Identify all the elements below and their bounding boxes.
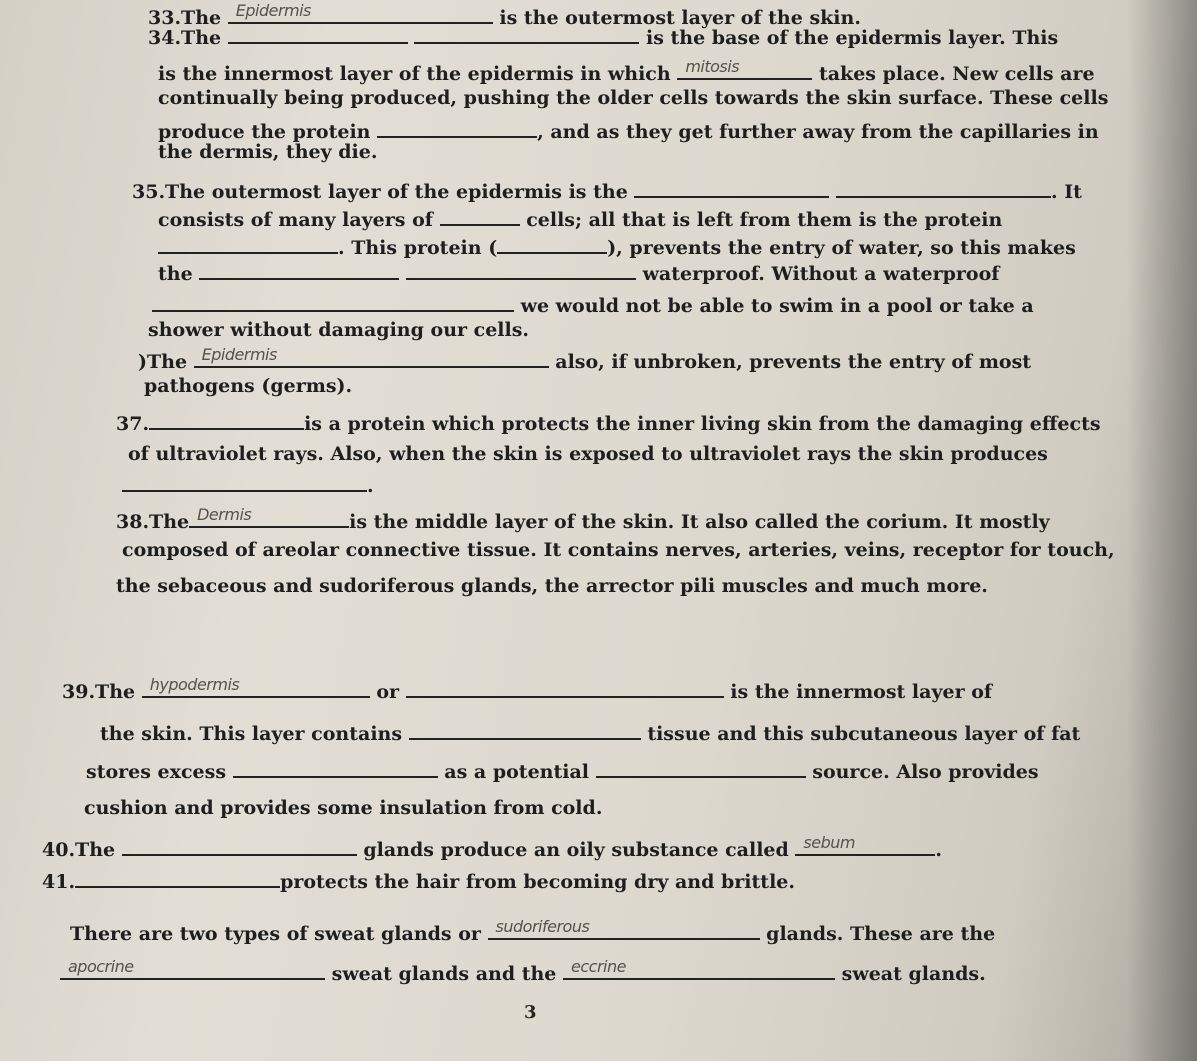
q38-line-1 xyxy=(116,506,1050,534)
q40-text-1: glands produce an oily substance called xyxy=(363,839,789,861)
q42-line-2 xyxy=(60,958,986,986)
q42-answer-1: sudoriferous xyxy=(495,917,590,936)
q35-text-8: waterproof. Without a waterproof xyxy=(642,263,1000,285)
q39-answer: hypodermis xyxy=(149,675,240,694)
q38-line-3 xyxy=(116,574,988,598)
q37-text-3: . xyxy=(367,475,374,497)
q36-text-2: pathogens (germs). xyxy=(144,375,353,397)
q34-number: 34.The xyxy=(148,27,222,49)
q40-number: 40.The xyxy=(42,839,116,861)
q39-line-4 xyxy=(84,796,602,820)
q37-line-3 xyxy=(122,470,374,498)
q39-blank-1[interactable] xyxy=(142,676,370,698)
q41-line xyxy=(42,866,795,894)
q35-blank-1b[interactable] xyxy=(836,176,1051,198)
q33-answer: Epidermis xyxy=(235,1,311,20)
q33-blank[interactable] xyxy=(228,2,493,24)
q33-text: is the outermost layer of the skin. xyxy=(499,7,861,29)
q34-text-7: the dermis, they die. xyxy=(158,141,378,163)
q35-blank-6[interactable] xyxy=(152,290,514,312)
q36-line-2 xyxy=(144,374,352,398)
q34-line-5 xyxy=(158,140,377,164)
q41-text-1: protects the hair from becoming dry and brittle. xyxy=(280,871,796,893)
q39-number: 39.The xyxy=(62,681,136,703)
page-number: 3 xyxy=(524,1002,537,1023)
q35-text-9: we would not be able to swim in a pool or take a xyxy=(520,295,1034,317)
q34-answer: mitosis xyxy=(685,57,740,76)
q34-blank-1a[interactable] xyxy=(228,22,408,44)
q40-line xyxy=(42,834,942,862)
q34-text-6: , and as they get further away from the capillaries in xyxy=(537,121,1099,143)
q34-text-4: continually being produced, pushing the older cells towards the skin surface. These cells xyxy=(158,87,1109,109)
q35-blank-4[interactable] xyxy=(497,232,607,254)
q36-blank[interactable] xyxy=(194,346,549,368)
q35-line-6 xyxy=(148,318,529,342)
q38-text-2: composed of areolar connective tissue. It contains nerves, arteries, veins, receptor for touch, xyxy=(122,539,1115,561)
q40-blank-1[interactable] xyxy=(122,834,357,856)
q37-line-2 xyxy=(128,442,1048,466)
q35-blank-5a[interactable] xyxy=(199,258,399,280)
q34-line-1 xyxy=(148,22,1058,50)
q35-line-5 xyxy=(152,290,1034,318)
q37-line-1 xyxy=(116,408,1101,436)
q37-text-2: of ultraviolet rays. Also, when the skin is exposed to ultraviolet rays the skin produces xyxy=(128,443,1048,465)
q42-blank-1[interactable] xyxy=(488,918,760,940)
q34-line-2 xyxy=(158,58,1095,86)
q39-blank-3[interactable] xyxy=(409,718,641,740)
q42-line-1 xyxy=(70,918,995,946)
q42-blank-3[interactable] xyxy=(563,958,835,980)
q35-text-10: shower without damaging our cells. xyxy=(148,319,530,341)
q39-text-2: is the innermost layer of xyxy=(730,681,993,703)
q42-text-2: glands. These are the xyxy=(766,923,996,945)
q39-text-3: the skin. This layer contains xyxy=(100,723,403,745)
q35-line-4 xyxy=(158,258,999,286)
q34-blank-1b[interactable] xyxy=(414,22,639,44)
q39-line-2 xyxy=(100,718,1080,746)
q35-line-2 xyxy=(158,204,1002,232)
q38-number: 38.The xyxy=(116,511,190,533)
q36-line-1 xyxy=(138,346,1031,374)
q37-blank-1[interactable] xyxy=(149,408,304,430)
q35-line-3 xyxy=(158,232,1076,260)
q34-line-3 xyxy=(158,86,1108,110)
q39-text-4: tissue and this subcutaneous layer of fat xyxy=(647,723,1081,745)
q40-text-2: . xyxy=(935,839,943,861)
q36-answer: Epidermis xyxy=(201,345,277,364)
q35-blank-1a[interactable] xyxy=(634,176,829,198)
page-edge-shadow xyxy=(1127,0,1197,1061)
q33-number: 33.The xyxy=(148,7,222,29)
q36-text-1: also, if unbroken, prevents the entry of most xyxy=(555,351,1032,373)
q34-text-1: is the base of the epidermis layer. This xyxy=(645,27,1059,49)
q41-blank[interactable] xyxy=(75,866,280,888)
q35-text-6: ), prevents the entry of water, so this makes xyxy=(607,237,1076,259)
q35-line-1 xyxy=(132,176,1082,204)
q35-blank-5b[interactable] xyxy=(406,258,636,280)
q38-text-3: the sebaceous and sudoriferous glands, the arrector pili muscles and much more. xyxy=(116,575,988,597)
q38-line-2 xyxy=(122,538,1115,562)
q39-text-1: or xyxy=(376,681,400,703)
q36-number: )The xyxy=(138,351,188,373)
q35-blank-2[interactable] xyxy=(440,204,520,226)
q39-line-3 xyxy=(86,756,1039,784)
q37-blank-2[interactable] xyxy=(122,470,367,492)
q39-text-6: as a potential xyxy=(444,761,589,783)
q39-blank-4[interactable] xyxy=(233,756,438,778)
q39-blank-5[interactable] xyxy=(596,756,806,778)
q38-text-1: is the middle layer of the skin. It also called the corium. It mostly xyxy=(349,511,1050,533)
q42-text-1: There are two types of sweat glands or xyxy=(70,923,481,945)
q38-answer: Dermis xyxy=(197,505,252,524)
q35-text-7: the xyxy=(158,263,193,285)
q35-text-3: consists of many layers of xyxy=(158,209,433,231)
q34-blank-2[interactable] xyxy=(677,58,812,80)
q39-text-5: stores excess xyxy=(86,761,227,783)
q37-number: 37. xyxy=(116,413,150,435)
q38-blank[interactable] xyxy=(189,506,349,528)
q42-answer-2: apocrine xyxy=(68,957,134,976)
q35-text-5: . This protein ( xyxy=(338,237,498,259)
q35-blank-3[interactable] xyxy=(158,232,338,254)
q34-text-3: takes place. New cells are xyxy=(818,63,1095,85)
q42-text-4: sweat glands. xyxy=(841,963,986,985)
q39-line-1 xyxy=(62,676,992,704)
q40-answer: sebum xyxy=(803,833,855,852)
q34-text-2: is the innermost layer of the epidermis in which xyxy=(158,63,671,85)
q34-blank-3[interactable] xyxy=(377,116,537,138)
q37-text-1: is a protein which protects the inner living skin from the damaging effects xyxy=(304,413,1101,435)
q39-blank-2[interactable] xyxy=(406,676,724,698)
q41-number: 41. xyxy=(42,871,76,893)
q42-answer-3: eccrine xyxy=(571,957,626,976)
q35-text-1: 35.The outermost layer of the epidermis is the xyxy=(132,181,628,203)
q35-text-2: . It xyxy=(1051,181,1082,203)
q39-text-7: source. Also provides xyxy=(812,761,1039,783)
q39-text-8: cushion and provides some insulation from cold. xyxy=(84,797,603,819)
q42-text-3: sweat glands and the xyxy=(331,963,557,985)
q34-text-5: produce the protein xyxy=(158,121,371,143)
q42-blank-2[interactable] xyxy=(60,958,325,980)
q35-text-4: cells; all that is left from them is the protein xyxy=(526,209,1003,231)
q40-blank-2[interactable] xyxy=(795,834,935,856)
